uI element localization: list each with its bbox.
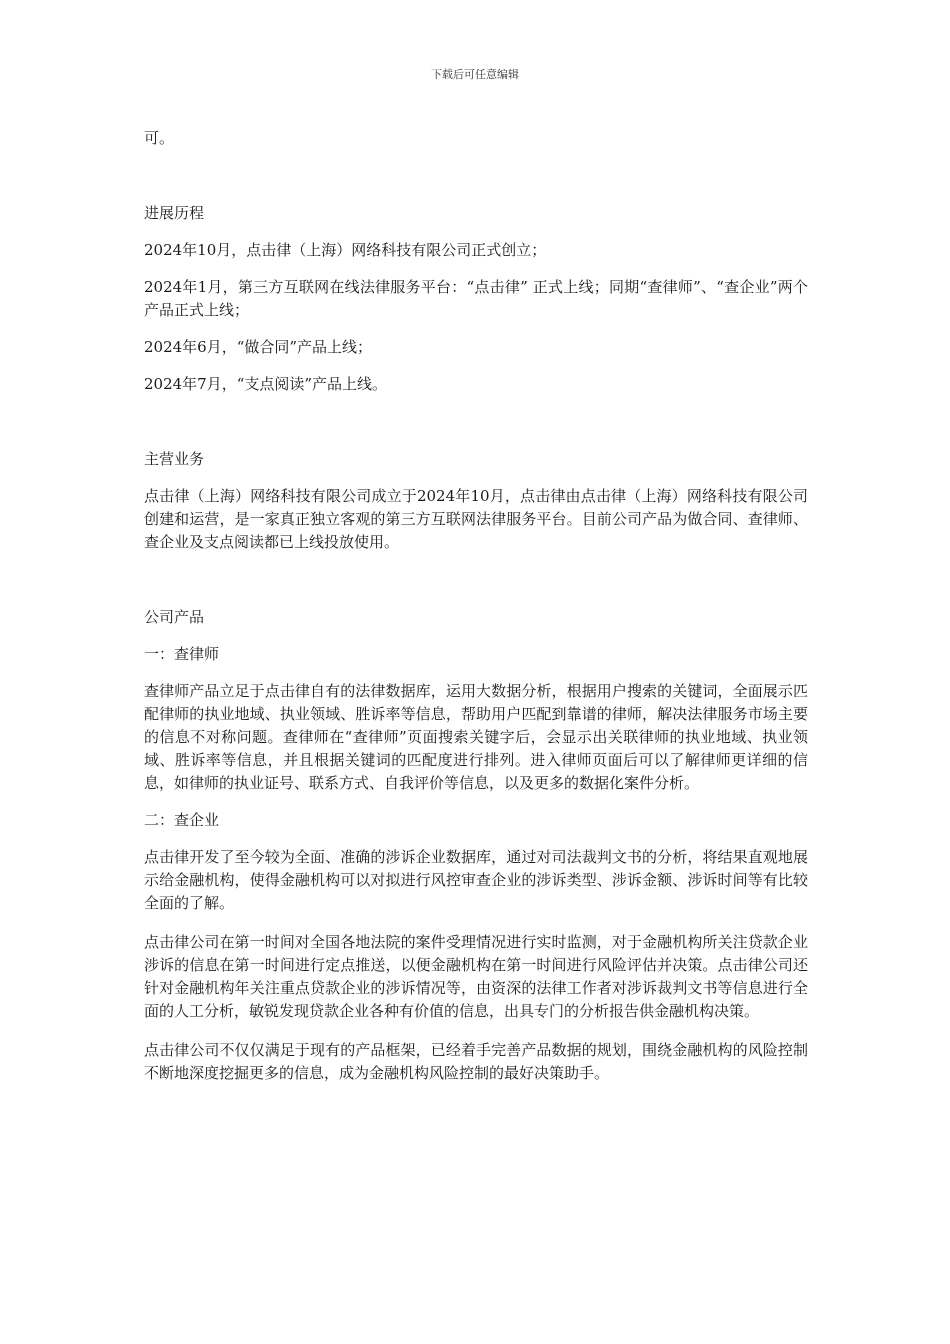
document-body [144, 127, 808, 1085]
history-item: 2024年6月，“做合同”产品上线； [144, 338, 373, 356]
page-header: 下载后可任意编辑 [431, 68, 519, 81]
section-heading-products: 公司产品 [144, 608, 205, 626]
product-paragraph-enterprise: 点击律开发了至今较为全面、准确的涉诉企业数据库，通过对司法裁判文书的分析，将结果直观地展示给金融机构，使得金融机构可以对拟进行风控审查企业的涉诉类型、涉诉金额、涉诉时间等有比较全面的了解。 [144, 848, 808, 912]
section-heading-history: 进展历程 [144, 204, 205, 222]
business-paragraph: 点击律（上海）网络科技有限公司成立于2024年10月，点击律由点击律（上海）网络科技有限公司创建和运营，是一家真正独立客观的第三方互联网法律服务平台。目前公司产品为做合同、查律师、查企业及支点阅读都已上线投放使用。 [144, 487, 808, 551]
continuation-text: 可。 [144, 129, 175, 147]
history-item: 2024年1月，第三方互联网在线法律服务平台：“点击律” 正式上线；同期“查律师”、“查企业”两个产品正式上线； [144, 278, 808, 319]
product-paragraph-enterprise: 点击律公司在第一时间对全国各地法院的案件受理情况进行实时监测，对于金融机构所关注贷款企业涉诉的信息在第一时间进行定点推送，以便金融机构在第一时间进行风险评估并决策。点击律公司还针对金融机构年关注重点贷款企业的涉诉情况等，由资深的法律工作者对涉诉裁判文书等信息进行全面的人工分析，敏锐发现贷款企业各种有价值的信息，出具专门的分析报告供金融机构决策。 [144, 933, 808, 1020]
product-title-enterprise: 二：查企业 [144, 811, 220, 829]
product-paragraph-lawyer: 查律师产品立足于点击律自有的法律数据库，运用大数据分析，根据用户搜索的关键词，全面展示匹配律师的执业地域、执业领域、胜诉率等信息，帮助用户匹配到靠谱的律师，解决法律服务市场主要的信息不对称问题。查律师在“查律师”页面搜索关键字后，会显示出关联律师的执业地域、执业领域、胜诉率等信息，并且根据关键词的匹配度进行排列。进入律师页面后可以了解律师更详细的信息，如律师的执业证号、联系方式、自我评价等信息，以及更多的数据化案件分析。 [144, 682, 808, 792]
history-item: 2024年10月，点击律（上海）网络科技有限公司正式创立； [144, 241, 547, 259]
product-paragraph-enterprise: 点击律公司不仅仅满足于现有的产品框架，已经着手完善产品数据的规划，围绕金融机构的风险控制不断地深度挖掘更多的信息，成为金融机构风险控制的最好决策助手。 [144, 1041, 808, 1082]
section-heading-business: 主营业务 [144, 450, 205, 468]
product-title-lawyer: 一：查律师 [144, 645, 220, 663]
history-item: 2024年7月，“支点阅读”产品上线。 [144, 375, 388, 393]
